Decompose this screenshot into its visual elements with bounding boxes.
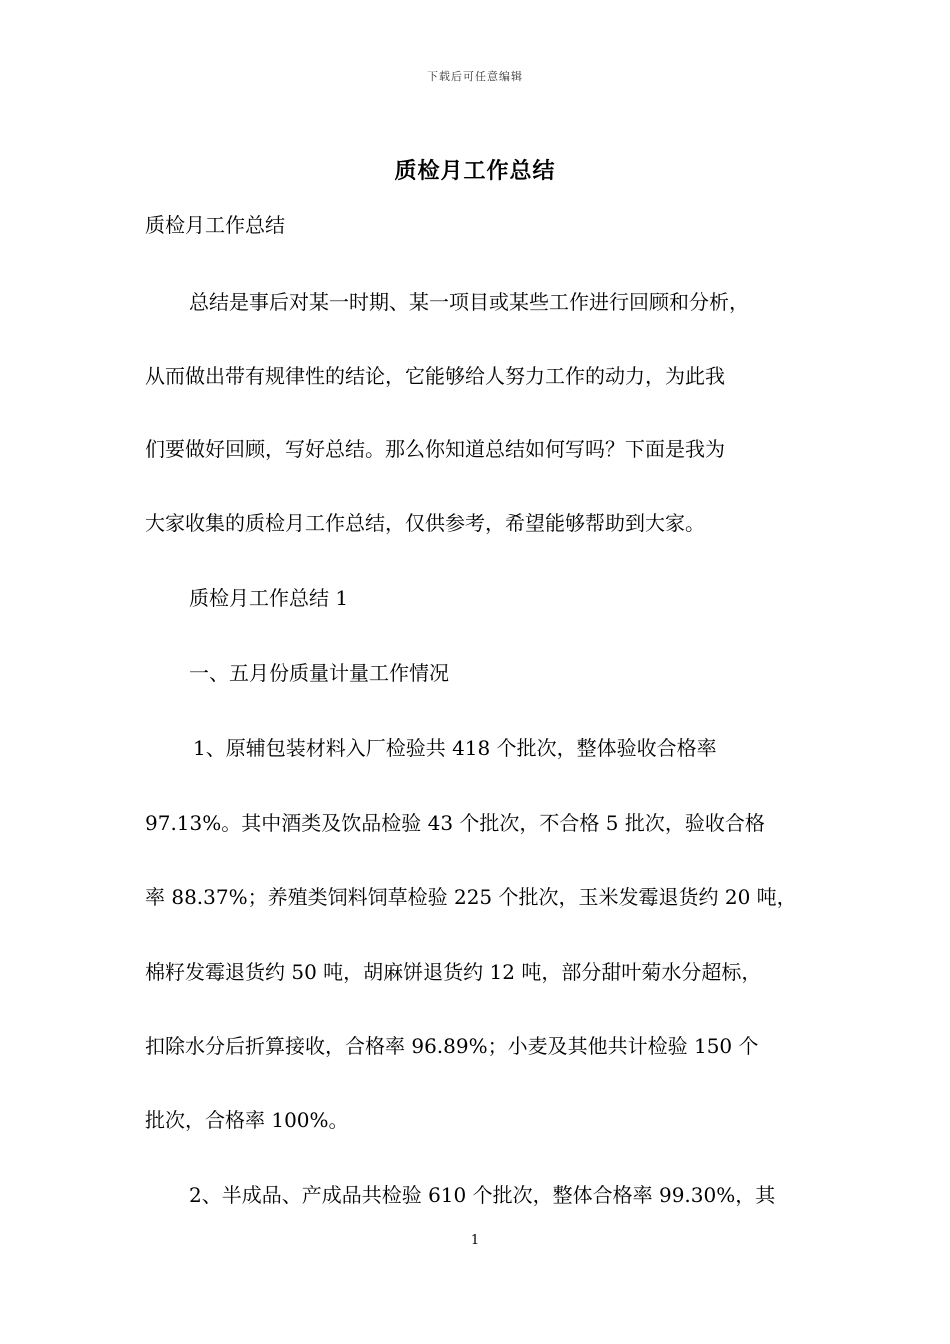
paragraph-line: 大家收集的质检月工作总结，仅供参考，希望能够帮助到大家。 <box>145 511 705 535</box>
paragraph-line: 从而做出带有规律性的结论，它能够给人努力工作的动力，为此我 <box>145 364 725 388</box>
paragraph-line: 棉籽发霉退货约 50 吨，胡麻饼退货约 12 吨，部分甜叶菊水分超标， <box>145 960 762 984</box>
paragraph-line: 们要做好回顾，写好总结。那么你知道总结如何写吗？下面是我为 <box>145 437 725 461</box>
paragraph-line: 97.13%。其中酒类及饮品检验 43 个批次，不合格 5 批次，验收合格 <box>145 811 765 835</box>
paragraph-line: 2、半成品、产成品共检验 610 个批次，整体合格率 99.30%，其 <box>189 1183 776 1207</box>
subtitle-line: 质检月工作总结 <box>145 213 285 237</box>
paragraph-line: 1、原辅包装材料入厂检验共 418 个批次，整体验收合格率 <box>193 736 717 760</box>
paragraph-line: 总结是事后对某一时期、某一项目或某些工作进行回顾和分析， <box>189 290 749 314</box>
document-title: 质检月工作总结 <box>394 158 556 184</box>
paragraph-line: 扣除水分后折算接收，合格率 96.89%；小麦及其他共计检验 150 个 <box>145 1034 759 1058</box>
section-heading: 质检月工作总结 1 <box>189 586 349 610</box>
paragraph-line: 率 88.37%；养殖类饲料饲草检验 225 个批次，玉米发霉退货约 20 吨， <box>145 885 797 909</box>
page-number: 1 <box>470 1233 480 1248</box>
header-note: 下载后可任意编辑 <box>427 70 523 83</box>
paragraph-line: 批次，合格率 100%。 <box>145 1108 349 1132</box>
section-heading: 一、五月份质量计量工作情况 <box>189 661 449 685</box>
